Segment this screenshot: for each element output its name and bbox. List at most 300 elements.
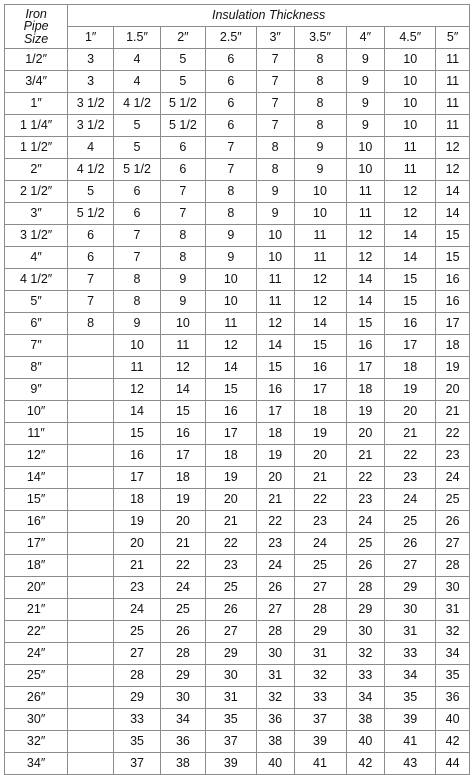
thickness-cell: 5 [114,115,161,137]
pipe-size-cell: 10″ [5,401,68,423]
thickness-cell: 11 [294,247,346,269]
thickness-cell [68,665,114,687]
table-row [5,401,470,423]
thickness-cell: 18 [294,401,346,423]
thickness-cell: 21 [385,423,436,445]
thickness-cell: 18 [436,335,470,357]
thickness-cell: 15 [256,357,294,379]
pipe-size-cell: 34″ [5,753,68,775]
thickness-cell: 8 [294,49,346,71]
thickness-cell: 12 [346,225,385,247]
thickness-cell: 25 [294,555,346,577]
thickness-cell: 27 [294,577,346,599]
thickness-cell: 19 [205,467,256,489]
thickness-cell: 11 [436,93,470,115]
table-row [5,269,470,291]
thickness-cell: 22 [256,511,294,533]
thickness-cell: 9 [205,247,256,269]
thickness-cell [68,489,114,511]
thickness-cell: 34 [346,687,385,709]
thickness-cell: 41 [294,753,346,775]
thickness-cell: 15 [294,335,346,357]
thickness-cell: 17 [385,335,436,357]
thickness-cell: 30 [436,577,470,599]
thickness-cell: 25 [385,511,436,533]
thickness-cell: 29 [385,577,436,599]
thickness-cell: 6 [114,203,161,225]
thickness-cell: 24 [114,599,161,621]
thickness-cell: 18 [114,489,161,511]
thickness-cell: 9 [346,115,385,137]
thickness-cell: 14 [436,203,470,225]
table-row [5,313,470,335]
thickness-cell: 3 1/2 [68,115,114,137]
thickness-cell: 12 [114,379,161,401]
thickness-cell [68,401,114,423]
table-row [5,467,470,489]
pipe-size-cell: 8″ [5,357,68,379]
thickness-cell: 30 [346,621,385,643]
thickness-cell: 9 [294,159,346,181]
thickness-cell [68,687,114,709]
thickness-cell [68,379,114,401]
thickness-cell: 11 [346,181,385,203]
thickness-cell: 6 [114,181,161,203]
thickness-header: 2″ [160,27,205,49]
thickness-cell: 6 [205,115,256,137]
thickness-cell: 20 [436,379,470,401]
thickness-cell: 23 [205,555,256,577]
thickness-cell: 15 [205,379,256,401]
thickness-cell: 7 [114,225,161,247]
thickness-cell: 19 [114,511,161,533]
thickness-cell: 16 [436,269,470,291]
table-row [5,335,470,357]
thickness-cell [68,577,114,599]
thickness-cell: 37 [114,753,161,775]
thickness-cell: 32 [256,687,294,709]
thickness-cell: 19 [436,357,470,379]
thickness-cell: 9 [256,181,294,203]
thickness-cell: 25 [205,577,256,599]
thickness-cell: 5 1/2 [160,93,205,115]
thickness-cell: 12 [346,247,385,269]
pipe-size-cell: 1 1/4″ [5,115,68,137]
thickness-cell: 28 [294,599,346,621]
thickness-cell: 25 [160,599,205,621]
thickness-cell: 10 [205,269,256,291]
thickness-cell: 6 [68,247,114,269]
thickness-cell: 28 [256,621,294,643]
thickness-cell: 20 [205,489,256,511]
thickness-cell: 26 [160,621,205,643]
thickness-cell: 17 [346,357,385,379]
pipe-size-cell: 4″ [5,247,68,269]
thickness-cell: 10 [256,247,294,269]
thickness-cell: 12 [385,203,436,225]
thickness-cell: 8 [160,247,205,269]
thickness-cell: 8 [294,115,346,137]
thickness-cell: 11 [114,357,161,379]
corner-line: Iron [25,6,47,21]
thickness-cell: 16 [205,401,256,423]
thickness-cell: 31 [385,621,436,643]
pipe-size-cell: 20″ [5,577,68,599]
thickness-cell: 8 [205,203,256,225]
pipe-size-cell: 30″ [5,709,68,731]
table-row [5,291,470,313]
table-row [5,709,470,731]
thickness-cell: 14 [205,357,256,379]
thickness-cell: 21 [436,401,470,423]
thickness-cell: 40 [436,709,470,731]
table-row [5,511,470,533]
thickness-cell: 41 [385,731,436,753]
thickness-cell: 19 [256,445,294,467]
thickness-cell: 14 [385,225,436,247]
thickness-cell: 10 [205,291,256,313]
thickness-cell [68,621,114,643]
thickness-cell: 14 [436,181,470,203]
thickness-cell: 19 [294,423,346,445]
thickness-cell: 9 [160,291,205,313]
thickness-cell: 22 [346,467,385,489]
thickness-cell: 11 [436,71,470,93]
thickness-cell: 10 [256,225,294,247]
thickness-cell: 21 [205,511,256,533]
thickness-cell: 12 [294,291,346,313]
thickness-cell: 30 [256,643,294,665]
thickness-cell: 24 [256,555,294,577]
thickness-cell: 6 [205,93,256,115]
pipe-size-cell: 17″ [5,533,68,555]
thickness-cell: 20 [160,511,205,533]
pipe-size-cell: 12″ [5,445,68,467]
thickness-cell: 20 [114,533,161,555]
thickness-cell: 16 [385,313,436,335]
thickness-cell: 12 [436,159,470,181]
pipe-size-cell: 18″ [5,555,68,577]
thickness-cell: 32 [346,643,385,665]
corner-line: Size [23,31,49,46]
pipe-size-cell: 22″ [5,621,68,643]
thickness-header: 3″ [256,27,294,49]
thickness-cell: 7 [256,115,294,137]
thickness-cell: 30 [205,665,256,687]
thickness-cell: 17 [294,379,346,401]
thickness-cell: 5 [114,137,161,159]
pipe-size-cell: 14″ [5,467,68,489]
thickness-cell: 34 [385,665,436,687]
thickness-cell: 20 [385,401,436,423]
thickness-cell: 10 [294,181,346,203]
thickness-cell: 9 [294,137,346,159]
thickness-cell: 28 [346,577,385,599]
thickness-cell: 6 [160,137,205,159]
thickness-cell: 23 [294,511,346,533]
thickness-cell: 10 [294,203,346,225]
thickness-cell: 25 [114,621,161,643]
table-row [5,49,470,71]
thickness-cell: 18 [256,423,294,445]
thickness-cell: 21 [346,445,385,467]
thickness-cell: 20 [346,423,385,445]
thickness-cell [68,533,114,555]
thickness-cell: 36 [256,709,294,731]
thickness-cell: 34 [160,709,205,731]
insulation-thickness-title: Insulation Thickness [68,5,470,27]
thickness-cell: 31 [256,665,294,687]
thickness-cell [68,753,114,775]
thickness-cell: 40 [256,753,294,775]
thickness-cell: 32 [294,665,346,687]
table-row [5,621,470,643]
thickness-cell: 29 [294,621,346,643]
thickness-cell: 39 [385,709,436,731]
pipe-size-cell: 9″ [5,379,68,401]
table-row [5,137,470,159]
table-row [5,489,470,511]
thickness-cell: 7 [256,49,294,71]
thickness-cell: 10 [385,115,436,137]
thickness-cell: 11 [436,115,470,137]
pipe-size-cell: 4 1/2″ [5,269,68,291]
thickness-cell: 8 [256,137,294,159]
thickness-cell: 29 [160,665,205,687]
thickness-cell: 11 [385,159,436,181]
table-row [5,643,470,665]
thickness-cell: 7 [205,137,256,159]
thickness-cell: 44 [436,753,470,775]
thickness-cell: 28 [160,643,205,665]
thickness-cell: 33 [294,687,346,709]
thickness-cell: 22 [205,533,256,555]
thickness-cell: 8 [160,225,205,247]
thickness-cell: 10 [346,137,385,159]
table-row [5,445,470,467]
thickness-cell: 26 [436,511,470,533]
thickness-cell: 20 [256,467,294,489]
thickness-cell: 3 [68,49,114,71]
thickness-cell: 11 [436,49,470,71]
thickness-cell: 24 [436,467,470,489]
pipe-size-cell: 6″ [5,313,68,335]
table-row [5,225,470,247]
thickness-cell: 6 [205,71,256,93]
thickness-cell: 14 [256,335,294,357]
thickness-cell: 17 [114,467,161,489]
thickness-cell: 16 [294,357,346,379]
thickness-cell: 35 [436,665,470,687]
table-row [5,203,470,225]
table-row [5,731,470,753]
pipe-size-cell: 2 1/2″ [5,181,68,203]
thickness-cell: 29 [114,687,161,709]
thickness-cell: 23 [436,445,470,467]
thickness-cell: 7 [68,291,114,313]
pipe-size-cell: 7″ [5,335,68,357]
thickness-cell: 36 [160,731,205,753]
thickness-cell [68,335,114,357]
thickness-cell: 26 [205,599,256,621]
thickness-cell: 7 [256,93,294,115]
thickness-cell: 8 [294,93,346,115]
table-row [5,577,470,599]
thickness-cell: 11 [160,335,205,357]
thickness-cell: 42 [436,731,470,753]
thickness-cell: 22 [436,423,470,445]
thickness-cell: 33 [385,643,436,665]
thickness-cell: 24 [385,489,436,511]
pipe-size-cell: 3/4″ [5,71,68,93]
thickness-cell: 18 [160,467,205,489]
thickness-cell: 16 [114,445,161,467]
thickness-cell: 30 [385,599,436,621]
thickness-cell: 24 [160,577,205,599]
thickness-cell: 15 [160,401,205,423]
pipe-size-cell: 11″ [5,423,68,445]
pipe-size-cell: 3″ [5,203,68,225]
thickness-cell: 6 [160,159,205,181]
thickness-cell: 15 [346,313,385,335]
thickness-cell: 8 [68,313,114,335]
pipe-size-cell: 1 1/2″ [5,137,68,159]
pipe-size-cell: 15″ [5,489,68,511]
table-row [5,599,470,621]
thickness-cell: 33 [346,665,385,687]
thickness-cell: 16 [160,423,205,445]
thickness-cell: 4 1/2 [114,93,161,115]
pipe-size-cell: 16″ [5,511,68,533]
thickness-cell: 25 [346,533,385,555]
thickness-cell: 9 [160,269,205,291]
thickness-cell: 21 [256,489,294,511]
pipe-size-cell: 26″ [5,687,68,709]
thickness-cell: 16 [346,335,385,357]
thickness-cell: 35 [205,709,256,731]
thickness-cell: 38 [346,709,385,731]
table-row [5,93,470,115]
thickness-cell: 29 [346,599,385,621]
thickness-cell: 10 [385,49,436,71]
thickness-cell: 12 [256,313,294,335]
thickness-cell: 34 [436,643,470,665]
thickness-cell: 17 [205,423,256,445]
thickness-cell: 8 [114,269,161,291]
pipe-size-cell: 32″ [5,731,68,753]
thickness-cell: 9 [114,313,161,335]
thickness-cell: 12 [294,269,346,291]
thickness-cell: 29 [205,643,256,665]
pipe-size-cell: 21″ [5,599,68,621]
thickness-cell: 33 [114,709,161,731]
thickness-cell: 11 [256,269,294,291]
thickness-cell: 12 [205,335,256,357]
table-row [5,379,470,401]
thickness-cell: 4 [114,71,161,93]
thickness-cell: 9 [205,225,256,247]
corner-line: Pipe [23,19,49,34]
thickness-cell: 7 [160,181,205,203]
thickness-cell: 11 [294,225,346,247]
thickness-cell: 9 [346,49,385,71]
thickness-cell [68,511,114,533]
thickness-header: 1.5″ [114,27,161,49]
thickness-cell: 7 [205,159,256,181]
thickness-cell: 6 [68,225,114,247]
thickness-cell: 21 [294,467,346,489]
table-row [5,423,470,445]
thickness-cell: 12 [385,181,436,203]
thickness-cell: 32 [436,621,470,643]
thickness-cell [68,599,114,621]
thickness-header: 4.5″ [385,27,436,49]
thickness-cell: 8 [205,181,256,203]
pipe-size-cell: 1/2″ [5,49,68,71]
thickness-cell: 39 [294,731,346,753]
thickness-cell: 36 [436,687,470,709]
pipe-size-cell: 1″ [5,93,68,115]
thickness-cell: 9 [346,71,385,93]
thickness-cell: 7 [114,247,161,269]
thickness-cell: 26 [256,577,294,599]
thickness-cell: 19 [160,489,205,511]
thickness-cell: 19 [385,379,436,401]
pipe-size-cell: 2″ [5,159,68,181]
table-row [5,71,470,93]
thickness-cell: 37 [294,709,346,731]
thickness-cell: 15 [385,291,436,313]
thickness-cell: 35 [114,731,161,753]
thickness-cell: 15 [436,247,470,269]
thickness-cell [68,643,114,665]
thickness-cell: 22 [160,555,205,577]
thickness-cell: 7 [160,203,205,225]
thickness-cell: 40 [346,731,385,753]
thickness-header: 5″ [436,27,470,49]
thickness-cell: 8 [256,159,294,181]
thickness-cell: 18 [385,357,436,379]
thickness-cell: 27 [256,599,294,621]
thickness-cell: 5 1/2 [114,159,161,181]
thickness-cell [68,467,114,489]
thickness-cell: 11 [205,313,256,335]
thickness-cell: 14 [385,247,436,269]
thickness-cell: 19 [346,401,385,423]
table-row [5,357,470,379]
thickness-cell: 27 [436,533,470,555]
thickness-cell: 5 [160,71,205,93]
thickness-cell: 14 [294,313,346,335]
thickness-cell: 16 [256,379,294,401]
thickness-cell: 4 [114,49,161,71]
thickness-cell: 25 [436,489,470,511]
thickness-cell [68,445,114,467]
thickness-cell: 31 [436,599,470,621]
thickness-cell: 10 [160,313,205,335]
thickness-cell: 16 [436,291,470,313]
thickness-cell: 5 [68,181,114,203]
thickness-cell: 5 [160,49,205,71]
thickness-cell: 39 [205,753,256,775]
thickness-cell: 15 [385,269,436,291]
thickness-cell: 23 [256,533,294,555]
thickness-cell: 27 [205,621,256,643]
thickness-cell: 21 [114,555,161,577]
thickness-cell: 31 [205,687,256,709]
thickness-cell: 31 [294,643,346,665]
thickness-cell: 18 [346,379,385,401]
